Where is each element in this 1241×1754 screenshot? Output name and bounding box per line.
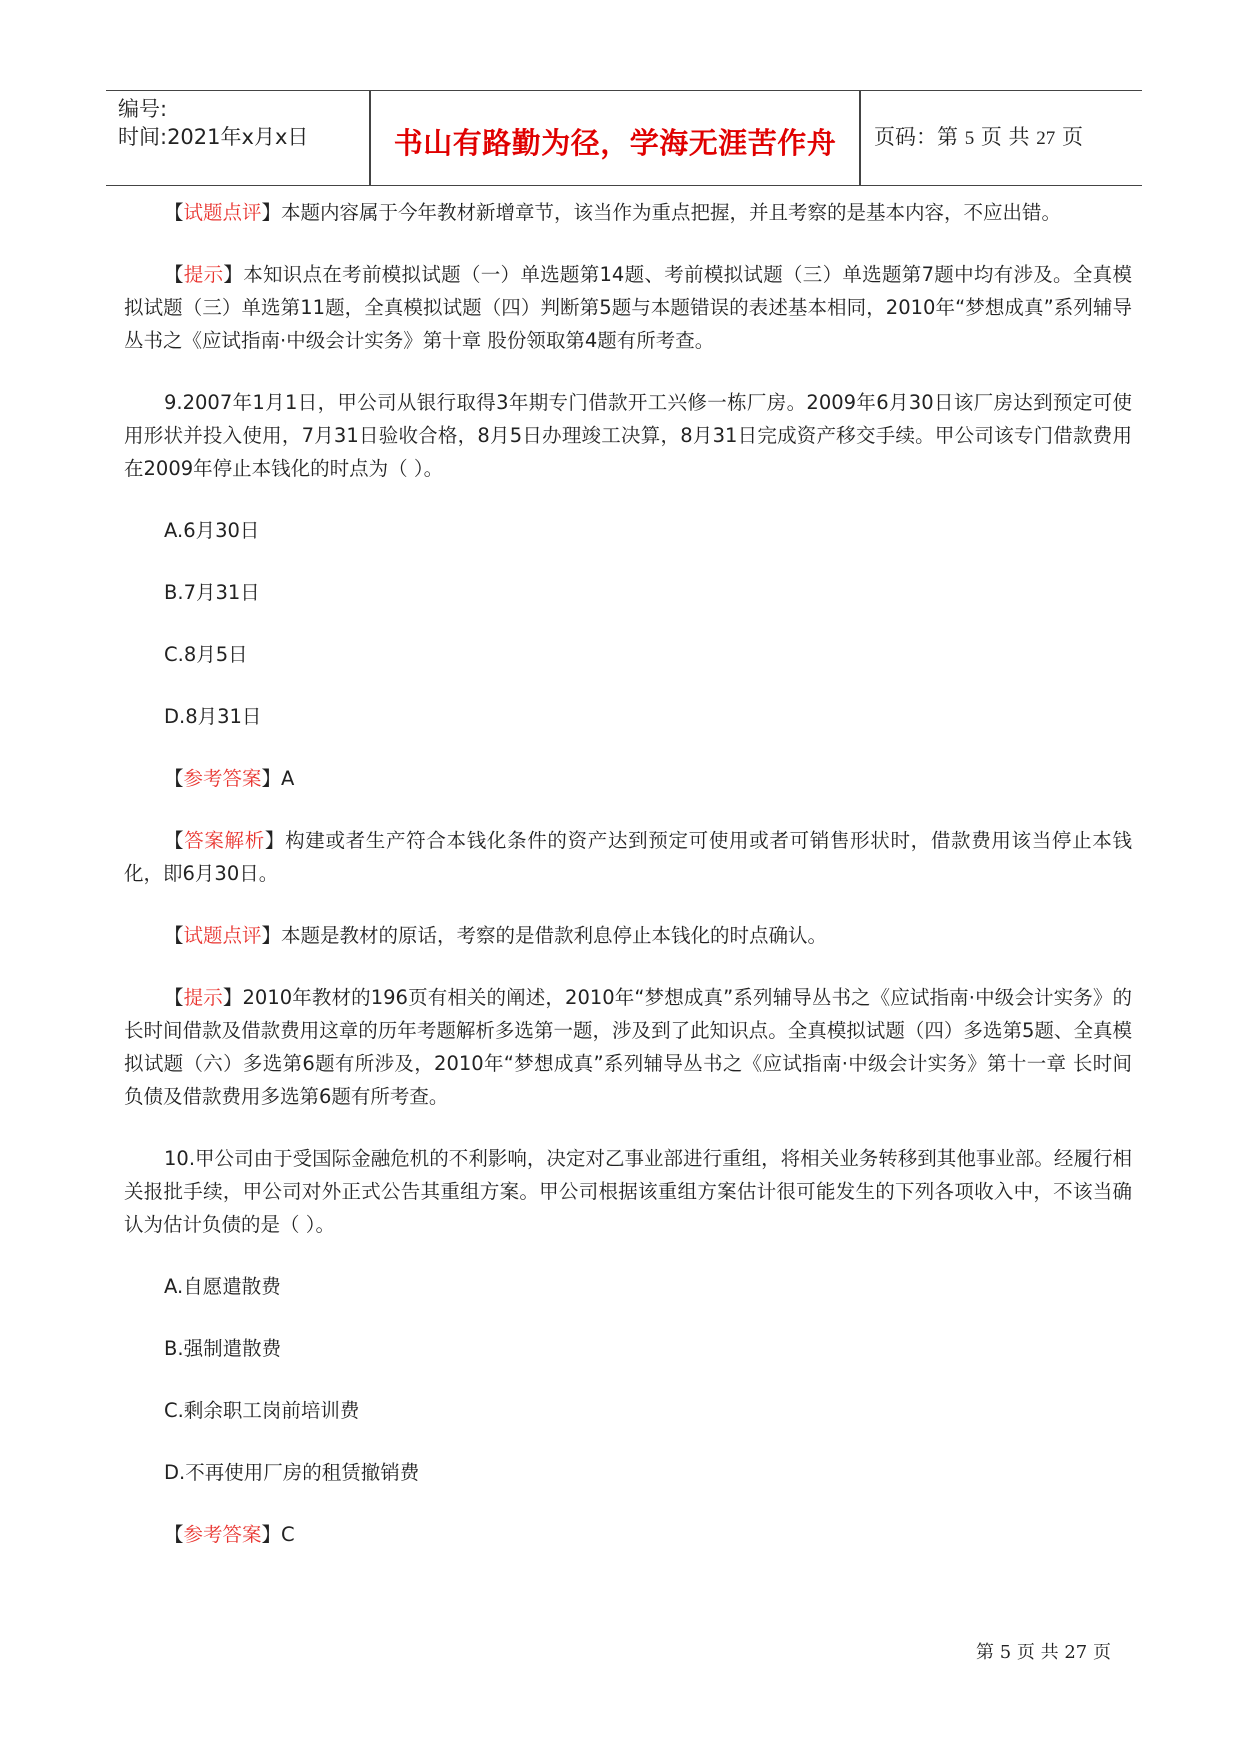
- answer-text: C: [281, 1523, 295, 1546]
- q10-option-b: B.强制遣散费: [164, 1337, 282, 1360]
- header-time-label: 时间:2021年x月x日: [118, 125, 309, 149]
- hint-text: 2010年教材的196页有相关的阐述，2010年“梦想成真”系列辅导丛书之《应试指南·中级会计实务》的长时间借款及借款费用这章的历年考题解析多选第一题，涉及到了此知识点。全真模拟试题（四）多选第5题、全真模拟试题（六）多选第6题有所涉及，2010年“梦想成真”系列辅导丛书之《应试指南·中级会计实务》第十一章 长时间负债及借款费用多选第6题有所考查。: [124, 986, 1132, 1108]
- answer-text: A: [281, 767, 295, 790]
- page-total: 27: [1036, 128, 1056, 149]
- header-page-number: [874, 121, 1083, 151]
- question-10: 10.甲公司由于受国际金融危机的不利影响，决定对乙事业部进行重组，将相关业务转移到其他事业部。经履行相关报批手续，甲公司对外正式公告其重组方案。甲公司根据该重组方案估计很可能发生的下列各项收入中，不该当确认为估计负债的是（ ）。: [124, 1147, 1132, 1236]
- page-header: [106, 90, 1142, 186]
- hint-paragraph: 【提示】本知识点在考前模拟试题（一）单选题第14题、考前模拟试题（三）单选题第7题中均有涉及。全真模拟试题（三）单选第11题，全真模拟试题（四）判断第5题与本题错误的表述基本相同，2010年“梦想成真”系列辅导丛书之《应试指南·中级会计实务》第十章 股份领取第4题有所考查。: [124, 263, 1132, 352]
- q9-answer: 【参考答案】A: [164, 767, 295, 790]
- q9-option-d: D.8月31日: [164, 705, 262, 728]
- q9-option-c: C.8月5日: [164, 643, 248, 666]
- q10-option-c: C.剩余职工岗前培训费: [164, 1399, 360, 1422]
- review-text: 本题内容属于今年教材新增章节，该当作为重点把握，并且考察的是基本内容，不应出错。: [281, 201, 1062, 224]
- q9-analysis: 【答案解析】构建或者生产符合本钱化条件的资产达到预定可使用或者可销售形状时，借款费用该当停止本钱化，即6月30日。: [124, 829, 1132, 885]
- page-footer: 第 5 页 共 27 页: [976, 1642, 1111, 1663]
- q10-answer: 【参考答案】C: [164, 1523, 295, 1546]
- analysis-text: 构建或者生产符合本钱化条件的资产达到预定可使用或者可销售形状时，借款费用该当停止本钱化，即6月30日。: [124, 829, 1132, 885]
- header-number-label: 编号:: [118, 97, 168, 121]
- page-suffix: 页: [1061, 125, 1083, 149]
- document-body: [124, 196, 1132, 1551]
- header-motto: 书山有路勤为径，学海无涯苦作舟: [393, 126, 837, 160]
- q9-hint: 【提示】2010年教材的196页有相关的阐述，2010年“梦想成真”系列辅导丛书之《应试指南·中级会计实务》的长时间借款及借款费用这章的历年考题解析多选第一题，涉及到了此知识点。全真模拟试题（四）多选第5题、全真模拟试题（六）多选第6题有所涉及，2010年“梦想成真”系列辅导丛书之《应试指南·中级会计实务》第十一章 长时间负债及借款费用多选第6题有所考查。: [124, 986, 1132, 1108]
- header-meta: [118, 95, 308, 151]
- page-mid: 页 共: [980, 125, 1030, 149]
- q9-review: 【试题点评】本题是教材的原话，考察的是借款利息停止本钱化的时点确认。: [164, 924, 828, 947]
- answer-tag: 参考答案: [183, 1523, 262, 1546]
- review-tag: 试题点评: [183, 924, 262, 947]
- q9-option-a: A.6月30日: [164, 519, 260, 542]
- review-tag: 试题点评: [183, 201, 262, 224]
- review-paragraph: 【试题点评】本题内容属于今年教材新增章节，该当作为重点把握，并且考察的是基本内容，不应出错。: [164, 201, 1062, 224]
- hint-tag: 提示: [183, 986, 223, 1009]
- page-prefix: 页码：第: [874, 125, 958, 149]
- answer-tag: 参考答案: [183, 767, 262, 790]
- question-9: 9.2007年1月1日，甲公司从银行取得3年期专门借款开工兴修一栋厂房。2009年6月30日该厂房达到预定可使用形状并投入使用，7月31日验收合格，8月5日办理竣工决算，8月31日完成资产移交手续。甲公司该专门借款费用在2009年停止本钱化的时点为（ ）。: [124, 391, 1132, 480]
- hint-tag: 提示: [183, 263, 224, 286]
- hint-text: 本知识点在考前模拟试题（一）单选题第14题、考前模拟试题（三）单选题第7题中均有涉及。全真模拟试题（三）单选第11题，全真模拟试题（四）判断第5题与本题错误的表述基本相同，2010年“梦想成真”系列辅导丛书之《应试指南·中级会计实务》第十章 股份领取第4题有所考查。: [124, 263, 1132, 352]
- review-text: 本题是教材的原话，考察的是借款利息停止本钱化的时点确认。: [281, 924, 828, 947]
- header-divider: [859, 91, 861, 185]
- q10-option-d: D.不再使用厂房的租赁撤销费: [164, 1461, 420, 1484]
- q9-option-b: B.7月31日: [164, 581, 260, 604]
- analysis-tag: 答案解析: [184, 829, 265, 852]
- page-current: 5: [964, 128, 975, 149]
- q10-option-a: A.自愿遣散费: [164, 1275, 281, 1298]
